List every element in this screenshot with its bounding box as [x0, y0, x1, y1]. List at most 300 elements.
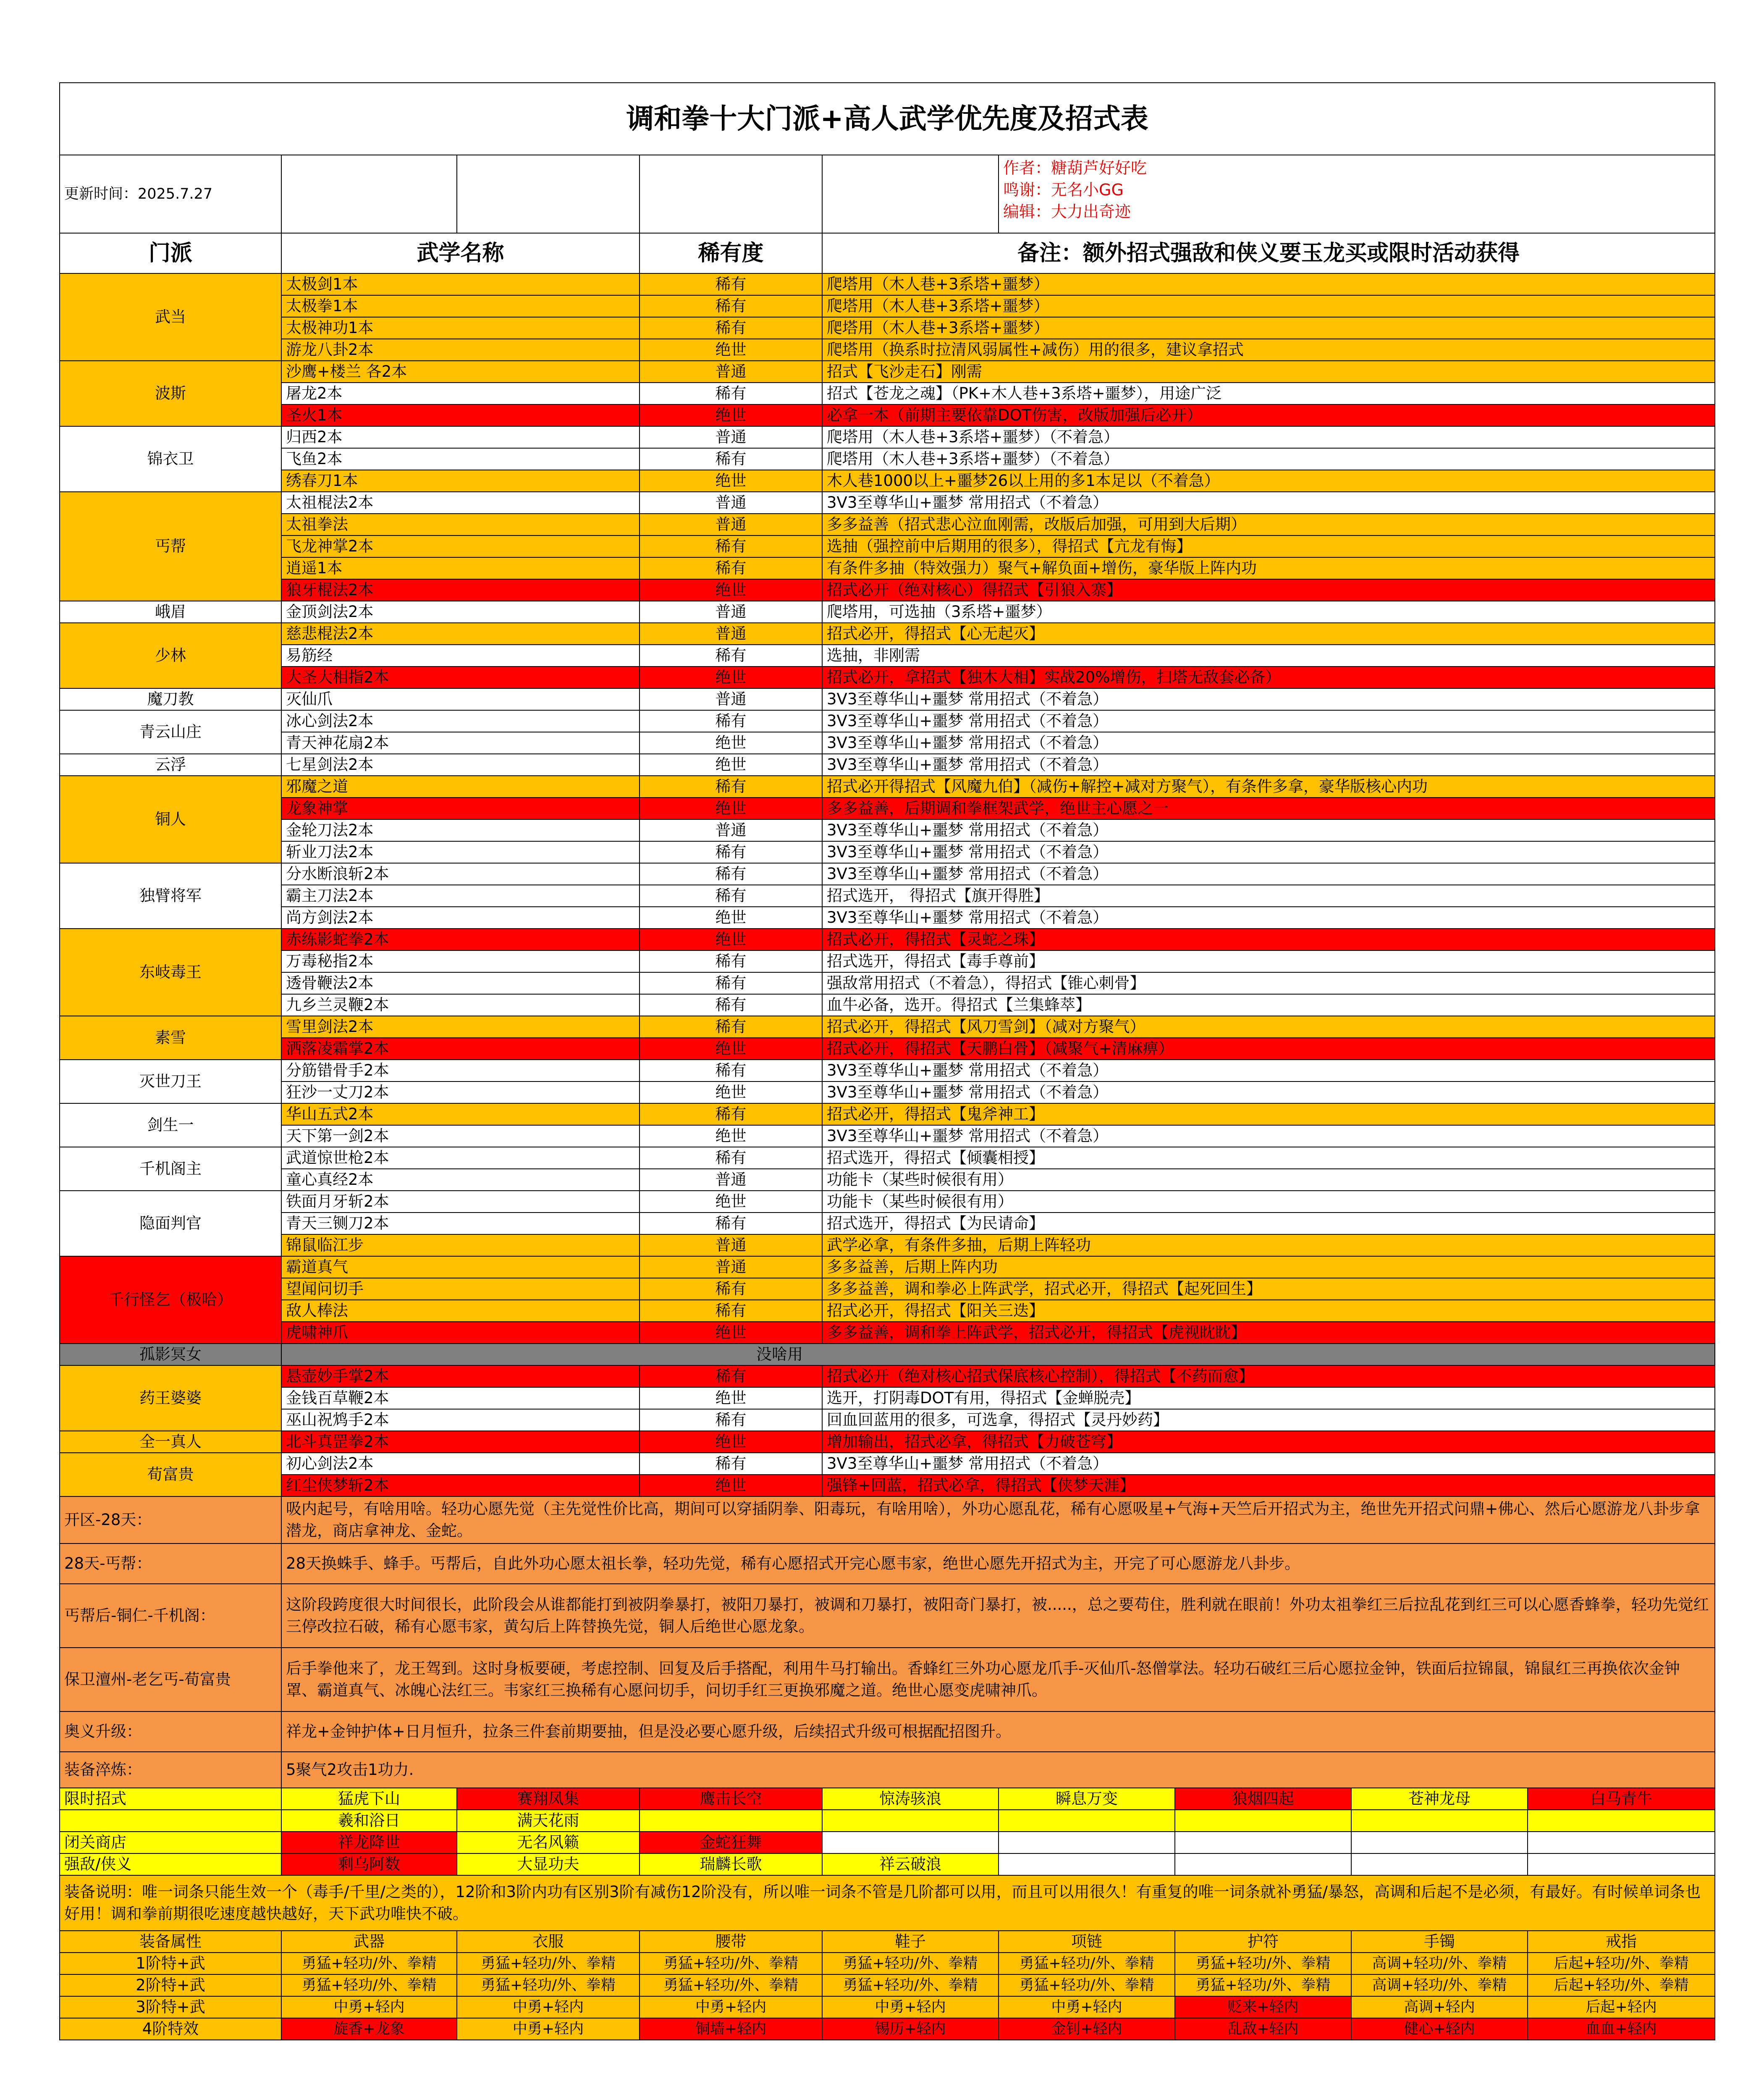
guide-label: 开区-28天： — [60, 1496, 281, 1544]
equip-attr: 勇猛+轻功/外、拳精 — [822, 1974, 999, 1996]
table-row — [60, 1234, 1715, 1256]
guide-text: 28天换蛛手、蜂手。丐帮后，自此外功心愿太祖长拳，轻功先觉，稀有心愿招式开完心愿韦家，绝世心愿先开招式为主，开完了可心愿游龙八卦步。 — [281, 1544, 1715, 1584]
table-row — [60, 317, 1715, 339]
sect-name: 武当 — [60, 273, 281, 361]
skill-rarity: 稀有 — [640, 885, 822, 907]
guide-label: 丐帮后-铜仁-千机阁： — [60, 1584, 281, 1648]
blank-cell — [281, 155, 457, 233]
skill-note: 招式必开（绝对核心招式保底核心控制），得招式【不药而愈】 — [822, 1365, 1715, 1387]
skill-note: 3V3至尊华山+噩梦 常用招式（不着急） — [822, 1060, 1715, 1082]
skill-rarity: 绝世 — [640, 907, 822, 929]
equip-row — [60, 1974, 1715, 1996]
equip-attr: 中勇+轻内 — [640, 1996, 822, 2018]
guide-row — [60, 1648, 1715, 1712]
skill-note: 爬塔用（木人巷+3系塔+噩梦） — [822, 273, 1715, 295]
table-row — [60, 623, 1715, 645]
guide-label: 装备淬炼： — [60, 1752, 281, 1788]
sect-name: 全一真人 — [60, 1431, 281, 1453]
table-row — [60, 950, 1715, 972]
sect-merged-note: 没啥用 — [281, 1344, 1715, 1365]
equip-attr: 勇猛+轻功/外、拳精 — [640, 1953, 822, 1974]
skill-name: 冰心剑法2本 — [281, 710, 640, 732]
skill-note: 3V3至尊华山+噩梦 常用招式（不着急） — [822, 1082, 1715, 1103]
skill-rarity: 稀有 — [640, 1409, 822, 1431]
limit-skill: 瞬息万变 — [999, 1788, 1175, 1810]
skill-name: 狂沙一丈刀2本 — [281, 1082, 640, 1103]
sect-name: 千行怪乞（极哈） — [60, 1256, 281, 1344]
table-row — [60, 994, 1715, 1016]
guide-row — [60, 1544, 1715, 1584]
table-row — [60, 557, 1715, 579]
limit-skill: 满天花雨 — [457, 1810, 640, 1832]
skill-rarity: 稀有 — [640, 1016, 822, 1038]
skill-name: 太极剑1本 — [281, 273, 640, 295]
skill-rarity: 普通 — [640, 688, 822, 710]
table-row — [60, 448, 1715, 470]
page-title: 调和拳十大门派+高人武学优先度及招式表 — [60, 83, 1715, 155]
skill-note: 招式必开，得招式【风刀雪剑】（减对方聚气） — [822, 1016, 1715, 1038]
equip-attr: 铜墙+轻内 — [640, 2018, 822, 2040]
equip-attr: 后起+轻功/外、拳精 — [1528, 1974, 1715, 1996]
table-row — [60, 339, 1715, 361]
limit-skill — [822, 1832, 999, 1853]
skill-name: 飞鱼2本 — [281, 448, 640, 470]
skill-rarity: 普通 — [640, 1169, 822, 1191]
skill-rarity: 普通 — [640, 623, 822, 645]
skill-name: 归西2本 — [281, 426, 640, 448]
skill-rarity: 稀有 — [640, 645, 822, 667]
equip-tier: 3阶特+武 — [60, 1996, 281, 2018]
equip-attr: 中勇+轻内 — [822, 1996, 999, 2018]
skill-rarity: 绝世 — [640, 1082, 822, 1103]
skill-rarity: 普通 — [640, 1256, 822, 1278]
skill-name: 霸道真气 — [281, 1256, 640, 1278]
equip-attr: 勇猛+轻功/外、拳精 — [281, 1953, 457, 1974]
skill-name: 初心剑法2本 — [281, 1453, 640, 1475]
skill-note: 3V3至尊华山+噩梦 常用招式（不着急） — [822, 819, 1715, 841]
table-row — [60, 1453, 1715, 1475]
table-row — [60, 1431, 1715, 1453]
skill-rarity: 稀有 — [640, 710, 822, 732]
limit-skill: 狼烟四起 — [1175, 1788, 1351, 1810]
limit-row — [60, 1788, 1715, 1810]
table-row — [60, 885, 1715, 907]
skill-name: 锦鼠临江步 — [281, 1234, 640, 1256]
limit-skill: 祥龙降世 — [281, 1832, 457, 1853]
table-row — [60, 1387, 1715, 1409]
skill-name: 万毒秘指2本 — [281, 950, 640, 972]
skill-rarity: 绝世 — [640, 754, 822, 776]
table-row — [60, 863, 1715, 885]
skill-note: 招式选开， 得招式【旗开得胜】 — [822, 885, 1715, 907]
sheet — [59, 82, 1714, 2040]
limit-skill — [1175, 1810, 1351, 1832]
equip-row — [60, 1953, 1715, 1974]
table-row — [60, 1191, 1715, 1213]
skill-rarity: 绝世 — [640, 339, 822, 361]
limit-skill — [1528, 1810, 1715, 1832]
header-rarity: 稀有度 — [640, 233, 822, 273]
skill-rarity: 稀有 — [640, 448, 822, 470]
skill-name: 屠龙2本 — [281, 383, 640, 404]
skill-note: 武学必拿，有条件多抽，后期上阵轻功 — [822, 1234, 1715, 1256]
limit-skill — [1351, 1853, 1528, 1875]
table-row — [60, 579, 1715, 601]
sect-name: 峨眉 — [60, 601, 281, 623]
skill-rarity: 绝世 — [640, 929, 822, 950]
table-row — [60, 1322, 1715, 1344]
skill-rarity: 稀有 — [640, 1300, 822, 1322]
table-row — [60, 798, 1715, 819]
equip-attr: 勇猛+轻功/外、拳精 — [999, 1974, 1175, 1996]
skill-rarity: 稀有 — [640, 317, 822, 339]
skill-rarity: 绝世 — [640, 1038, 822, 1060]
blank-cell — [457, 155, 640, 233]
skill-rarity: 普通 — [640, 361, 822, 383]
skill-note: 爬塔用（木人巷+3系塔+噩梦） — [822, 317, 1715, 339]
skill-note: 增加输出，招式必拿，得招式【力破苍穹】 — [822, 1431, 1715, 1453]
sect-name: 青云山庄 — [60, 710, 281, 754]
skill-rarity: 绝世 — [640, 1191, 822, 1213]
sect-name: 千机阁主 — [60, 1147, 281, 1191]
guide-text: 吸内起号，有啥用啥。轻功心愿先觉（主先觉性价比高，期间可以穿插阴拳、阳毒玩，有啥用啥），外功心愿乱花，稀有心愿吸星+气海+天竺后开招式为主，绝世先开招式问鼎+佛心、然后心愿游龙八卦步拿潜龙，商店拿神龙、金蛇。 — [281, 1496, 1715, 1544]
skill-note: 招式必开，拿招式【独木大相】实战20%增伤，扫塔无敌套必备） — [822, 667, 1715, 688]
skill-note: 强敌常用招式（不着急），得招式【锥心刺骨】 — [822, 972, 1715, 994]
skill-note: 选抽，非刚需 — [822, 645, 1715, 667]
guide-label: 奥义升级： — [60, 1712, 281, 1752]
skill-name: 赤练影蛇拳2本 — [281, 929, 640, 950]
sect-name: 少林 — [60, 623, 281, 688]
table-row — [60, 1365, 1715, 1387]
skill-note: 招式必开得招式【风魔九伯】（减伤+解控+减对方聚气），有条件多拿，豪华版核心内功 — [822, 776, 1715, 798]
skill-note: 招式【飞沙走石】刚需 — [822, 361, 1715, 383]
skill-note: 选开，打阴毒DOT有用，得招式【金蝉脱壳】 — [822, 1387, 1715, 1409]
limit-row — [60, 1832, 1715, 1853]
skill-rarity: 稀有 — [640, 1213, 822, 1234]
skill-rarity: 绝世 — [640, 1125, 822, 1147]
sect-name: 素雪 — [60, 1016, 281, 1060]
table-row — [60, 1344, 1715, 1365]
credit-thanks: 鸣谢：无名小GG — [1003, 181, 1124, 199]
skill-rarity: 稀有 — [640, 1147, 822, 1169]
guide-row — [60, 1752, 1715, 1788]
table-row — [60, 1278, 1715, 1300]
skill-rarity: 稀有 — [640, 1060, 822, 1082]
skill-name: 天下第一剑2本 — [281, 1125, 640, 1147]
table-row — [60, 273, 1715, 295]
skill-name: 巫山祝鸩手2本 — [281, 1409, 640, 1431]
skill-name: 圣火1本 — [281, 404, 640, 426]
limit-label — [60, 1810, 281, 1832]
skill-name: 铁面月牙斩2本 — [281, 1191, 640, 1213]
skill-name: 童心真经2本 — [281, 1169, 640, 1191]
equip-attr: 旋香+龙象 — [281, 2018, 457, 2040]
skill-note: 爬塔用（换系时拉清风弱属性+减伤）用的很多，建议拿招式 — [822, 339, 1715, 361]
header-note: 备注：额外招式强敌和侠义要玉龙买或限时活动获得 — [822, 233, 1715, 273]
skill-rarity: 普通 — [640, 492, 822, 514]
table-row — [60, 514, 1715, 536]
skill-rarity: 稀有 — [640, 950, 822, 972]
limit-skill — [999, 1853, 1175, 1875]
skill-note: 招式选开，得招式【为民请命】 — [822, 1213, 1715, 1234]
skill-rarity: 稀有 — [640, 994, 822, 1016]
skill-note: 爬塔用（木人巷+3系塔+噩梦）（不着急） — [822, 448, 1715, 470]
skill-name: 武道惊世枪2本 — [281, 1147, 640, 1169]
skill-rarity: 稀有 — [640, 383, 822, 404]
table-row — [60, 601, 1715, 623]
skill-rarity: 稀有 — [640, 1103, 822, 1125]
skill-name: 透骨鞭法2本 — [281, 972, 640, 994]
sect-name: 东岐毒王 — [60, 929, 281, 1016]
skill-note: 招式必开，得招式【鬼斧神工】 — [822, 1103, 1715, 1125]
skill-note: 3V3至尊华山+噩梦 常用招式（不着急） — [822, 1125, 1715, 1147]
skill-note: 招式选开，得招式【倾囊相授】 — [822, 1147, 1715, 1169]
table-row — [60, 688, 1715, 710]
limit-skill — [999, 1832, 1175, 1853]
skill-rarity: 普通 — [640, 514, 822, 536]
skill-name: 北斗真罡拳2本 — [281, 1431, 640, 1453]
skill-rarity: 普通 — [640, 426, 822, 448]
skill-name: 九乡兰灵鞭2本 — [281, 994, 640, 1016]
skill-note: 多多益善（招式悲心泣血刚需，改版后加强，可用到大后期） — [822, 514, 1715, 536]
limit-skill: 瑞麟长歌 — [640, 1853, 822, 1875]
limit-skill — [640, 1810, 822, 1832]
skill-rarity: 普通 — [640, 1234, 822, 1256]
skill-name: 七星剑法2本 — [281, 754, 640, 776]
table-row — [60, 492, 1715, 514]
equip-header-cell: 武器 — [281, 1931, 457, 1953]
equip-header-cell: 护符 — [1175, 1931, 1351, 1953]
skill-name: 洒落凌霜掌2本 — [281, 1038, 640, 1060]
skill-note: 多多益善，后期调和拳框架武学，绝世主心愿之一 — [822, 798, 1715, 819]
skill-rarity: 绝世 — [640, 1475, 822, 1496]
skill-rarity: 稀有 — [640, 841, 822, 863]
equip-attr: 乱敌+轻内 — [1175, 2018, 1351, 2040]
skill-note: 木人巷1000以上+噩梦26以上用的多1本足以（不着急） — [822, 470, 1715, 492]
table-row — [60, 732, 1715, 754]
skill-rarity: 绝世 — [640, 1322, 822, 1344]
sect-name: 荀富贵 — [60, 1453, 281, 1496]
skill-note: 3V3至尊华山+噩梦 常用招式（不着急） — [822, 732, 1715, 754]
equip-attr: 勇猛+轻功/外、拳精 — [640, 1974, 822, 1996]
equip-header-cell: 戒指 — [1528, 1931, 1715, 1953]
table-row — [60, 1169, 1715, 1191]
sect-name: 隐面判官 — [60, 1191, 281, 1256]
equip-attr: 中勇+轻内 — [281, 1996, 457, 2018]
skill-name: 绣春刀1本 — [281, 470, 640, 492]
skill-rarity: 稀有 — [640, 1365, 822, 1387]
skill-note: 3V3至尊华山+噩梦 常用招式（不着急） — [822, 754, 1715, 776]
skill-rarity: 绝世 — [640, 732, 822, 754]
limit-skill: 剩乌阿数 — [281, 1853, 457, 1875]
equip-attr: 高调+轻内 — [1351, 1996, 1528, 2018]
skill-name: 游龙八卦2本 — [281, 339, 640, 361]
equip-attr: 勇猛+轻功/外、拳精 — [457, 1953, 640, 1974]
table-row — [60, 1038, 1715, 1060]
table-row — [60, 1475, 1715, 1496]
skill-name: 虎啸神爪 — [281, 1322, 640, 1344]
equip-attr: 高调+轻功/外、拳精 — [1351, 1953, 1528, 1974]
equip-note-row — [60, 1875, 1715, 1931]
skill-note: 爬塔用（木人巷+3系塔+噩梦） — [822, 295, 1715, 317]
skill-note: 强锋+回蓝，招式必拿，得招式【侠梦天涯】 — [822, 1475, 1715, 1496]
equip-header-cell: 腰带 — [640, 1931, 822, 1953]
equip-attr: 中勇+轻内 — [999, 1996, 1175, 2018]
skill-note: 有条件多抽（特效强力）聚气+解负面+增伤，豪华版上阵内功 — [822, 557, 1715, 579]
skill-note: 爬塔用（木人巷+3系塔+噩梦）（不着急） — [822, 426, 1715, 448]
skill-note: 招式选开，得招式【毒手尊前】 — [822, 950, 1715, 972]
limit-label: 强敌/侠义 — [60, 1853, 281, 1875]
sect-name: 剑生一 — [60, 1103, 281, 1147]
equip-attr: 锡历+轻内 — [822, 2018, 999, 2040]
table-row — [60, 972, 1715, 994]
table-row — [60, 929, 1715, 950]
limit-skill: 赛翔凤集 — [457, 1788, 640, 1810]
skill-note: 3V3至尊华山+噩梦 常用招式（不着急） — [822, 688, 1715, 710]
skill-note: 功能卡（某些时候很有用） — [822, 1191, 1715, 1213]
limit-skill: 白马青牛 — [1528, 1788, 1715, 1810]
equip-attr: 血血+轻内 — [1528, 2018, 1715, 2040]
skill-name: 斩业刀法2本 — [281, 841, 640, 863]
skill-note: 必拿一本（前期主要依靠DOT伤害，改版加强后必开） — [822, 404, 1715, 426]
skill-rarity: 稀有 — [640, 1453, 822, 1475]
equip-attr: 勇猛+轻功/外、拳精 — [822, 1953, 999, 1974]
guide-text: 5聚气2攻击1功力. — [281, 1752, 1715, 1788]
limit-skill: 祥云破浪 — [822, 1853, 999, 1875]
skill-rarity: 普通 — [640, 819, 822, 841]
skill-name: 灭仙爪 — [281, 688, 640, 710]
skill-note: 多多益善，后期上阵内功 — [822, 1256, 1715, 1278]
equip-attr: 勇猛+轻功/外、拳精 — [1175, 1974, 1351, 1996]
guide-row — [60, 1496, 1715, 1544]
skill-note: 3V3至尊华山+噩梦 常用招式（不着急） — [822, 907, 1715, 929]
table-row — [60, 907, 1715, 929]
skill-name: 金顶剑法2本 — [281, 601, 640, 623]
table-row — [60, 1147, 1715, 1169]
limit-skill: 惊涛骇浪 — [822, 1788, 999, 1810]
skill-note: 招式必开，得招式【心无起灭】 — [822, 623, 1715, 645]
sect-name: 药王婆婆 — [60, 1365, 281, 1431]
guide-label: 保卫澶州-老乞丐-荀富贵 — [60, 1648, 281, 1712]
skill-name: 飞龙神掌2本 — [281, 536, 640, 557]
limit-skill: 大显功夫 — [457, 1853, 640, 1875]
limit-skill — [999, 1810, 1175, 1832]
skill-name: 华山五式2本 — [281, 1103, 640, 1125]
sect-name: 灭世刀王 — [60, 1060, 281, 1103]
sect-name: 云浮 — [60, 754, 281, 776]
guide-label: 28天-丐帮： — [60, 1544, 281, 1584]
limit-row — [60, 1853, 1715, 1875]
skill-name: 慈悲棍法2本 — [281, 623, 640, 645]
skill-name: 太极拳1本 — [281, 295, 640, 317]
skill-name: 雪里剑法2本 — [281, 1016, 640, 1038]
skill-name: 大圣大相指2本 — [281, 667, 640, 688]
equip-tier: 1阶特+武 — [60, 1953, 281, 1974]
guide-text: 祥龙+金钟护体+日月恒升，拉条三件套前期要抽，但是没必要心愿升级，后续招式升级可根据配招图升。 — [281, 1712, 1715, 1752]
skill-name: 沙鹰+楼兰 各2本 — [281, 361, 640, 383]
blank-cell — [822, 155, 999, 233]
skill-note: 选抽（强控前中后期用的很多），得招式【亢龙有悔】 — [822, 536, 1715, 557]
skill-name: 金轮刀法2本 — [281, 819, 640, 841]
header-sect: 门派 — [60, 233, 281, 273]
skill-name: 逍遥1本 — [281, 557, 640, 579]
table-row — [60, 1060, 1715, 1082]
skill-rarity: 绝世 — [640, 404, 822, 426]
skill-name: 尚方剑法2本 — [281, 907, 640, 929]
skill-rarity: 稀有 — [640, 863, 822, 885]
equip-attr: 后起+轻功/外、拳精 — [1528, 1953, 1715, 1974]
table-row — [60, 1213, 1715, 1234]
equip-header-cell: 项链 — [999, 1931, 1175, 1953]
sect-name: 锦衣卫 — [60, 426, 281, 492]
skill-name: 望闻问切手 — [281, 1278, 640, 1300]
table-row — [60, 1300, 1715, 1322]
guide-row — [60, 1584, 1715, 1648]
header-name: 武学名称 — [281, 233, 640, 273]
skill-note: 招式必开，得招式【天鹏白骨】（减聚气+清麻痹） — [822, 1038, 1715, 1060]
limit-row — [60, 1810, 1715, 1832]
table-row — [60, 1016, 1715, 1038]
limit-skill — [822, 1810, 999, 1832]
limit-skill — [1528, 1832, 1715, 1853]
equip-attr: 后起+轻内 — [1528, 1996, 1715, 2018]
skill-rarity: 绝世 — [640, 579, 822, 601]
skill-name: 狼牙棍法2本 — [281, 579, 640, 601]
table-row — [60, 841, 1715, 863]
limit-skill: 鹰击长空 — [640, 1788, 822, 1810]
skill-name: 青天神花扇2本 — [281, 732, 640, 754]
skill-name: 分筋错骨手2本 — [281, 1060, 640, 1082]
sect-name: 魔刀教 — [60, 688, 281, 710]
limit-skill: 无名风籁 — [457, 1832, 640, 1853]
skill-rarity: 稀有 — [640, 557, 822, 579]
table-row — [60, 1103, 1715, 1125]
skill-rarity: 稀有 — [640, 295, 822, 317]
skill-name: 敌人棒法 — [281, 1300, 640, 1322]
skill-note: 3V3至尊华山+噩梦 常用招式（不着急） — [822, 841, 1715, 863]
skill-rarity: 稀有 — [640, 972, 822, 994]
table-row — [60, 404, 1715, 426]
equip-row — [60, 1996, 1715, 2018]
sect-name: 丐帮 — [60, 492, 281, 601]
limit-skill: 苍神龙母 — [1351, 1788, 1528, 1810]
equip-attr: 金钊+轻内 — [999, 2018, 1175, 2040]
table-row — [60, 1082, 1715, 1103]
table-row — [60, 754, 1715, 776]
guide-text: 这阶段跨度很大时间很长，此阶段会从谁都能打到被阴拳暴打，被阳刀暴打，被调和刀暴打，被阳奇门暴打，被.....，总之要苟住，胜利就在眼前！外功太祖拳红三后拉乱花到红三可以心愿香蜂拳，轻功先觉红三停改拉石破，稀有心愿韦家，黄勾后上阵替换先觉，铜人后绝世心愿龙象。 — [281, 1584, 1715, 1648]
skill-note: 招式必开，得招式【灵蛇之珠】 — [822, 929, 1715, 950]
equip-attr: 勇猛+轻功/外、拳精 — [999, 1953, 1175, 1974]
skill-name: 悬壶妙手掌2本 — [281, 1365, 640, 1387]
skill-name: 邪魔之道 — [281, 776, 640, 798]
skill-note: 3V3至尊华山+噩梦 常用招式（不着急） — [822, 863, 1715, 885]
skill-rarity: 稀有 — [640, 536, 822, 557]
credit-author: 作者：糖葫芦好好吃 — [1003, 159, 1147, 177]
main-table — [59, 82, 1715, 2040]
skill-rarity: 绝世 — [640, 470, 822, 492]
skill-rarity: 普通 — [640, 601, 822, 623]
skill-note: 回血回蓝用的很多，可选拿，得招式【灵丹妙药】 — [822, 1409, 1715, 1431]
skill-name: 太祖棍法2本 — [281, 492, 640, 514]
table-row — [60, 1256, 1715, 1278]
table-row — [60, 710, 1715, 732]
equip-attr: 勇猛+轻功/外、拳精 — [281, 1974, 457, 1996]
equip-header-cell: 鞋子 — [822, 1931, 999, 1953]
limit-skill — [1175, 1853, 1351, 1875]
equip-attr: 高调+轻功/外、拳精 — [1351, 1974, 1528, 1996]
table-row — [60, 361, 1715, 383]
skill-note: 招式必开（绝对核心）得招式【引狼入寨】 — [822, 579, 1715, 601]
